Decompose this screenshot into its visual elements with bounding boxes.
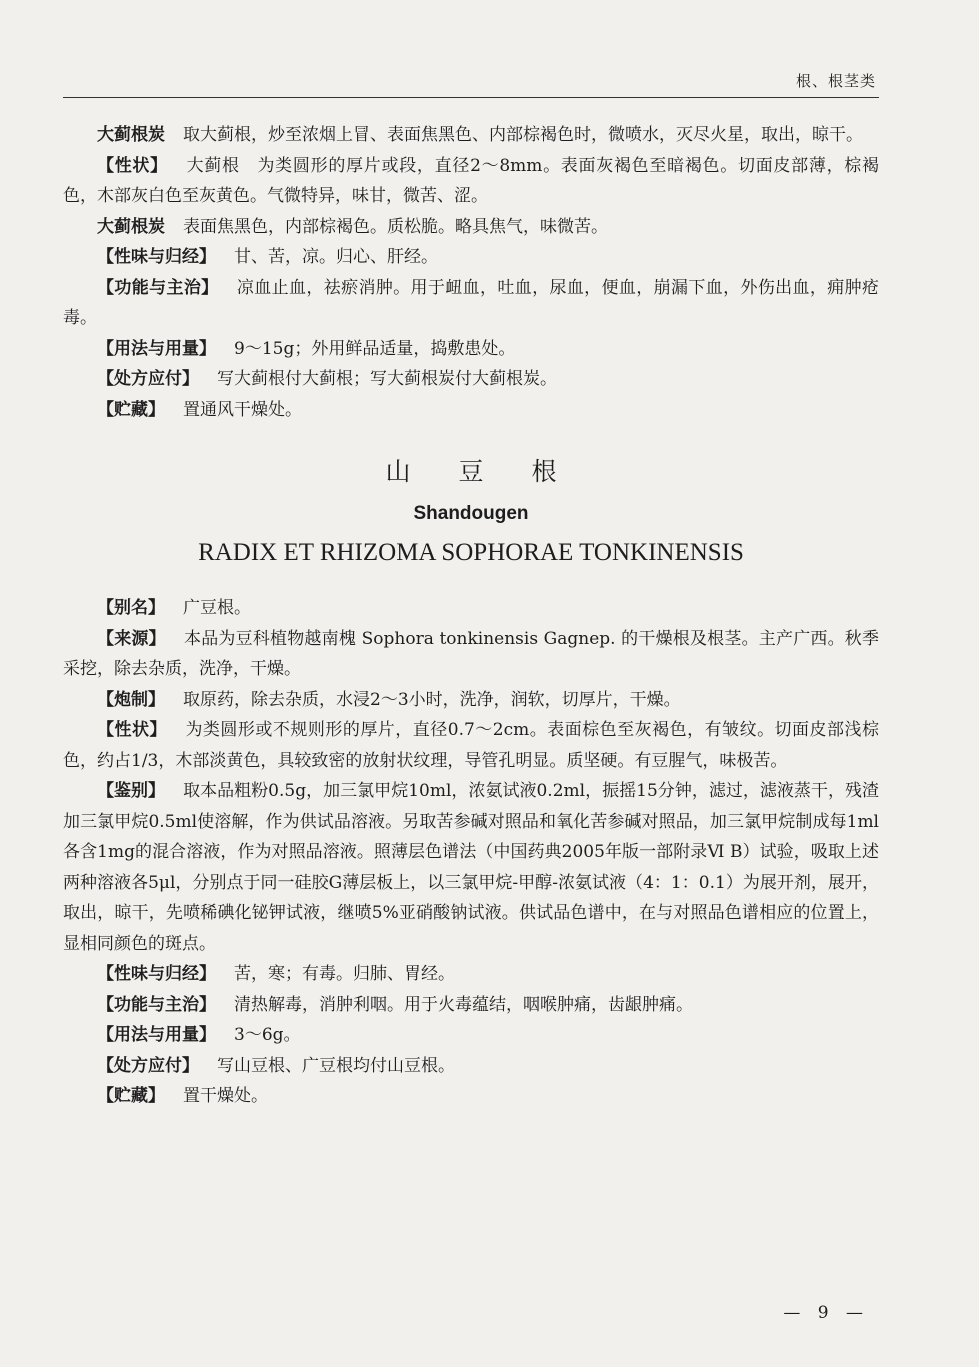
paragraph: 【贮藏】 置通风干燥处。 — [97, 399, 302, 420]
paragraph: 【炮制】 取原药，除去杂质，水浸2～3小时，洗净，润软，切厚片，干燥。 — [97, 689, 681, 710]
paragraph: 【用法与用量】 3～6g。 — [97, 1025, 301, 1045]
paragraph: 【用法与用量】 9～15g；外用鲜品适量，捣敷患处。 — [97, 338, 516, 359]
entry-title-chinese: 山豆根 — [385, 457, 605, 486]
paragraph: 大蓟根炭 表面焦黑色，内部棕褐色。质松脆。略具焦气，味微苦。 — [97, 216, 608, 237]
block-daji — [63, 120, 879, 425]
page-body — [63, 120, 879, 1112]
running-header: 根、根茎类 — [795, 72, 876, 90]
header-rule — [63, 97, 879, 98]
paragraph: 【性状】 为类圆形或不规则形的厚片，直径0.7～2cm。表面棕色至灰褐色，有皱纹。切面皮部浅棕色，约占1/3，木部淡黄色，具较致密的放射状纹理，导管孔明显。质坚硬。有豆腥气，味极苦。 — [63, 720, 879, 771]
paragraph: 【鉴别】 取本品粗粉0.5g，加三氯甲烷10ml，浓氨试液0.2ml，振摇15分钟，滤过，滤液蒸干，残渣加三氯甲烷0.5ml使溶解，作为供试品溶液。另取苦参碱对照品和氧化苦参碱对照品，加三氯甲烷制成每1ml各含1mg的混合溶液，作为对照品溶液。照薄层色谱法（中国药典2005年版一部附录Ⅵ B）试验，吸取上述两种溶液各5μl，分别点于同一硅胶G薄层板上，以三氯甲烷-甲醇-浓氨试液（4：1：0.1）为展开剂，展开，取出，晾干，先喷稀碘化铋钾试液，继喷5%亚硝酸钠试液。供试品色谱中，在与对照品色谱相应的位置上，显相同颜色的斑点。 — [63, 781, 879, 954]
page-number: — 9 — — [783, 1303, 869, 1323]
entry-title-latin: RADIX ET RHIZOMA SOPHORAE TONKINENSIS — [198, 539, 744, 566]
paragraph: 【性状】 大蓟根 为类圆形的厚片或段，直径2～8mm。表面灰褐色至暗褐色。切面皮部薄，棕褐色，木部灰白色至灰黄色。气微特异，味甘，微苦、涩。 — [63, 155, 880, 206]
paragraph: 【性味与归经】 苦，寒；有毒。归肺、胃经。 — [97, 964, 455, 984]
paragraph: 【性味与归经】 甘、苦，凉。归心、肝经。 — [97, 247, 438, 267]
paragraph: 【功能与主治】 清热解毒，消肿利咽。用于火毒蕴结，咽喉肿痛，齿龈肿痛。 — [97, 994, 693, 1015]
paragraph: 大蓟根炭 取大蓟根，炒至浓烟上冒、表面焦黑色、内部棕褐色时，微喷水，灭尽火星，取出，晾干。 — [97, 125, 863, 145]
paragraph: 【处方应付】 写大蓟根付大蓟根；写大蓟根炭付大蓟根炭。 — [97, 369, 557, 389]
paragraph: 【功能与主治】 凉血止血，祛瘀消肿。用于衄血，吐血，尿血，便血，崩漏下血，外伤出血，痈肿疮毒。 — [63, 277, 879, 328]
block-shandougen — [63, 593, 879, 1112]
paragraph: 【来源】 本品为豆科植物越南槐 Sophora tonkinensis Gagnep. 的干燥根及根茎。主产广西。秋季采挖，除去杂质，洗净，干燥。 — [63, 628, 880, 679]
paragraph: 【处方应付】 写山豆根、广豆根均付山豆根。 — [97, 1055, 455, 1076]
paragraph: 【别名】 广豆根。 — [97, 598, 251, 618]
entry-title-pinyin: Shandougen — [413, 503, 529, 524]
paragraph: 【贮藏】 置干燥处。 — [97, 1086, 268, 1106]
